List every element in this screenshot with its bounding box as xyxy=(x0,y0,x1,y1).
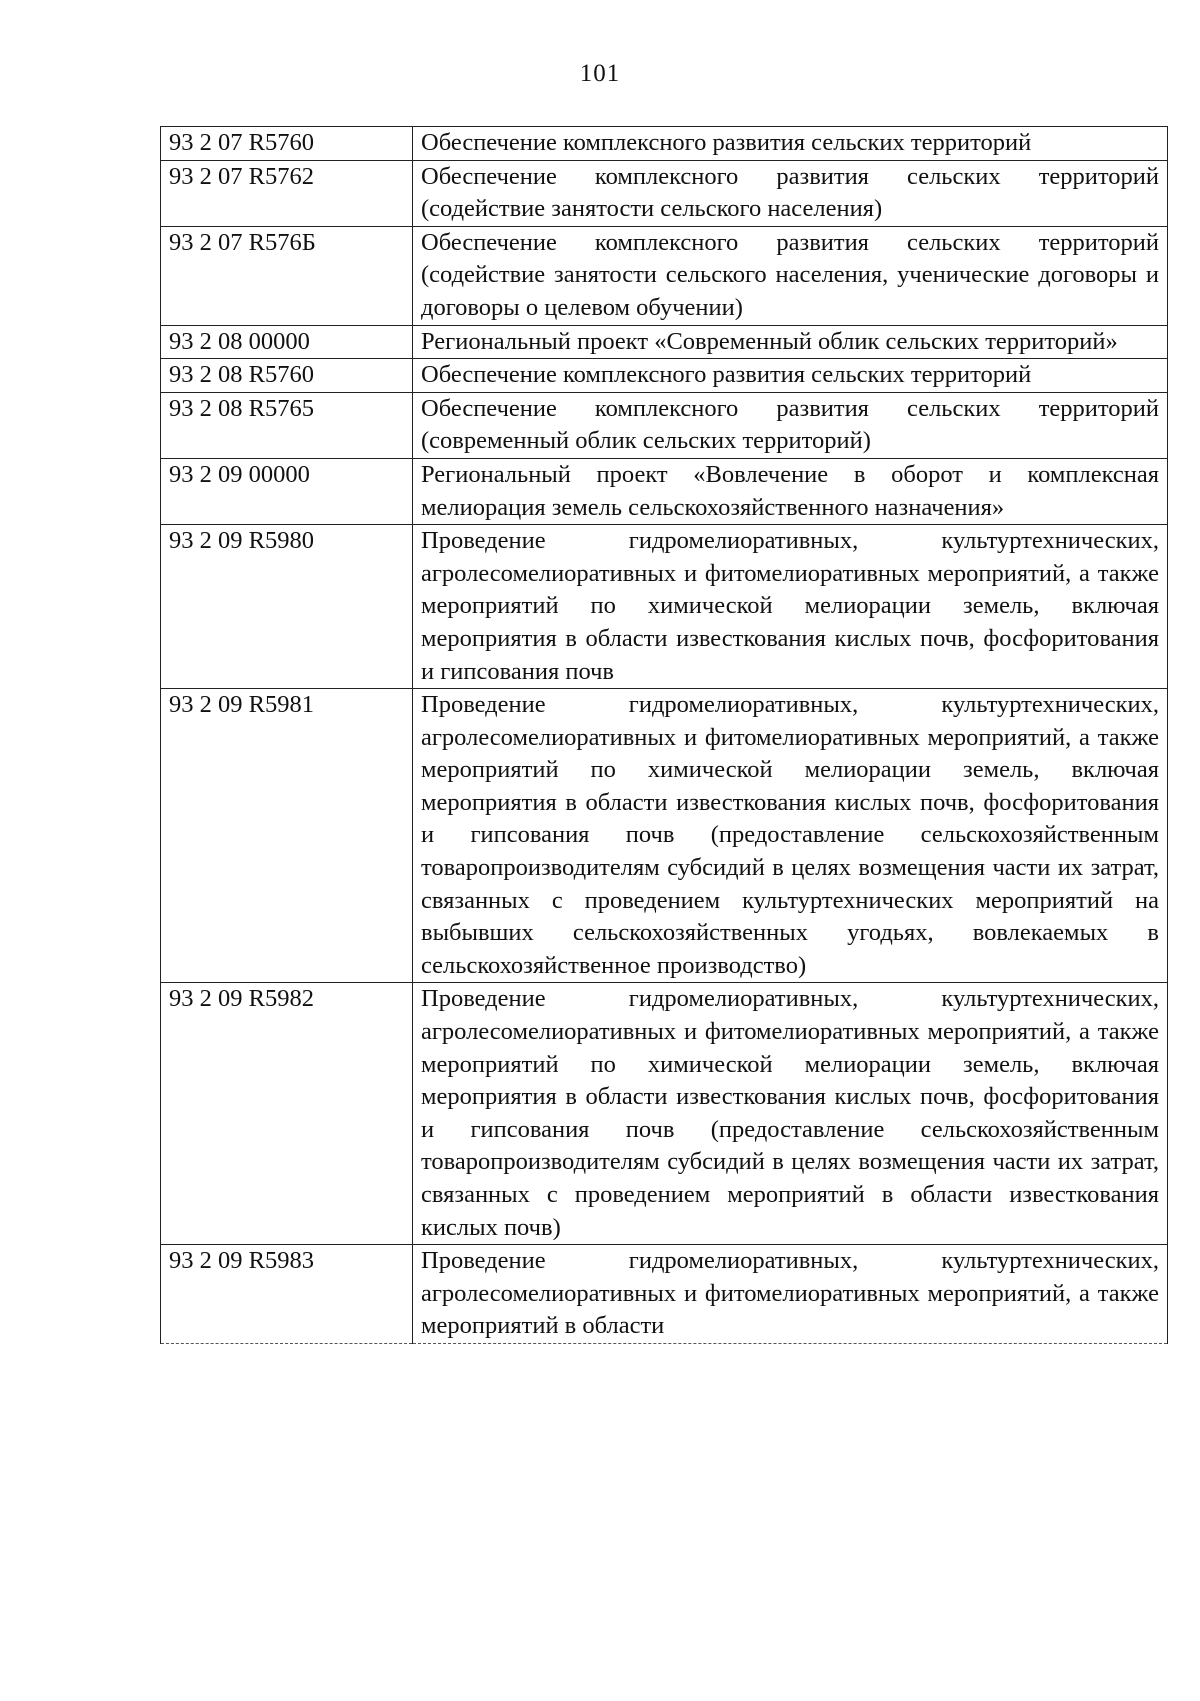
code-cell: 93 2 09 R5980 xyxy=(161,525,413,689)
code-cell: 93 2 08 00000 xyxy=(161,325,413,359)
table-row xyxy=(161,983,1168,1245)
code-cell: 93 2 08 R5760 xyxy=(161,359,413,393)
description-cell: Обеспечение комплексного развития сельских территорий (современный облик сельских территорий) xyxy=(413,392,1168,458)
code-cell: 93 2 09 00000 xyxy=(161,458,413,524)
code-cell: 93 2 09 R5982 xyxy=(161,983,413,1245)
code-cell: 93 2 09 R5981 xyxy=(161,689,413,983)
description-cell: Обеспечение комплексного развития сельских территорий xyxy=(413,359,1168,393)
description-cell: Региональный проект «Современный облик сельских территорий» xyxy=(413,325,1168,359)
code-cell: 93 2 07 R5760 xyxy=(161,127,413,161)
table-row xyxy=(161,525,1168,689)
description-cell: Обеспечение комплексного развития сельских территорий xyxy=(413,127,1168,161)
table-row xyxy=(161,458,1168,524)
page-number: 101 xyxy=(579,60,621,87)
description-cell: Проведение гидромелиоративных, культуртехнических, агролесомелиоративных и фитомелиоративных мероприятий, а также мероприятий по химической мелиорации земель, включая мероприятия в области известкования кислых почв, фосфоритования и гипсования почв (предоставление сельскохозяйственным товаропроизводителям субсидий в целях возмещения части их затрат, связанных с проведением мероприятий в области известкования кислых почв) xyxy=(413,983,1168,1245)
description-cell: Проведение гидромелиоративных, культуртехнических, агролесомелиоративных и фитомелиоративных мероприятий, а также мероприятий по химической мелиорации земель, включая мероприятия в области известкования кислых почв, фосфоритования и гипсования почв xyxy=(413,525,1168,689)
table-row xyxy=(161,226,1168,325)
description-cell: Проведение гидромелиоративных, культуртехнических, агролесомелиоративных и фитомелиоративных мероприятий, а также мероприятий в области xyxy=(413,1245,1168,1344)
code-cell: 93 2 09 R5983 xyxy=(161,1245,413,1344)
description-cell: Обеспечение комплексного развития сельских территорий (содействие занятости сельского населения) xyxy=(413,160,1168,226)
description-cell: Проведение гидромелиоративных, культуртехнических, агролесомелиоративных и фитомелиоративных мероприятий, а также мероприятий по химической мелиорации земель, включая мероприятия в области известкования кислых почв, фосфоритования и гипсования почв (предоставление сельскохозяйственным товаропроизводителям субсидий в целях возмещения части их затрат, связанных с проведением культуртехнических мероприятий на выбывших сельскохозяйственных угодьях, вовлекаемых в сельскохозяйственное производство) xyxy=(413,689,1168,983)
code-cell: 93 2 08 R5765 xyxy=(161,392,413,458)
code-cell: 93 2 07 R5762 xyxy=(161,160,413,226)
table-row xyxy=(161,392,1168,458)
table-row xyxy=(161,689,1168,983)
budget-code-table xyxy=(160,126,1168,1344)
table-row xyxy=(161,359,1168,393)
table-row xyxy=(161,1245,1168,1344)
code-cell: 93 2 07 R576Б xyxy=(161,226,413,325)
description-cell: Обеспечение комплексного развития сельских территорий (содействие занятости сельского населения, ученические договоры и договоры о целевом обучении) xyxy=(413,226,1168,325)
table-row xyxy=(161,127,1168,161)
table-row xyxy=(161,160,1168,226)
table-row xyxy=(161,325,1168,359)
description-cell: Региональный проект «Вовлечение в оборот и комплексная мелиорация земель сельскохозяйственного назначения» xyxy=(413,458,1168,524)
